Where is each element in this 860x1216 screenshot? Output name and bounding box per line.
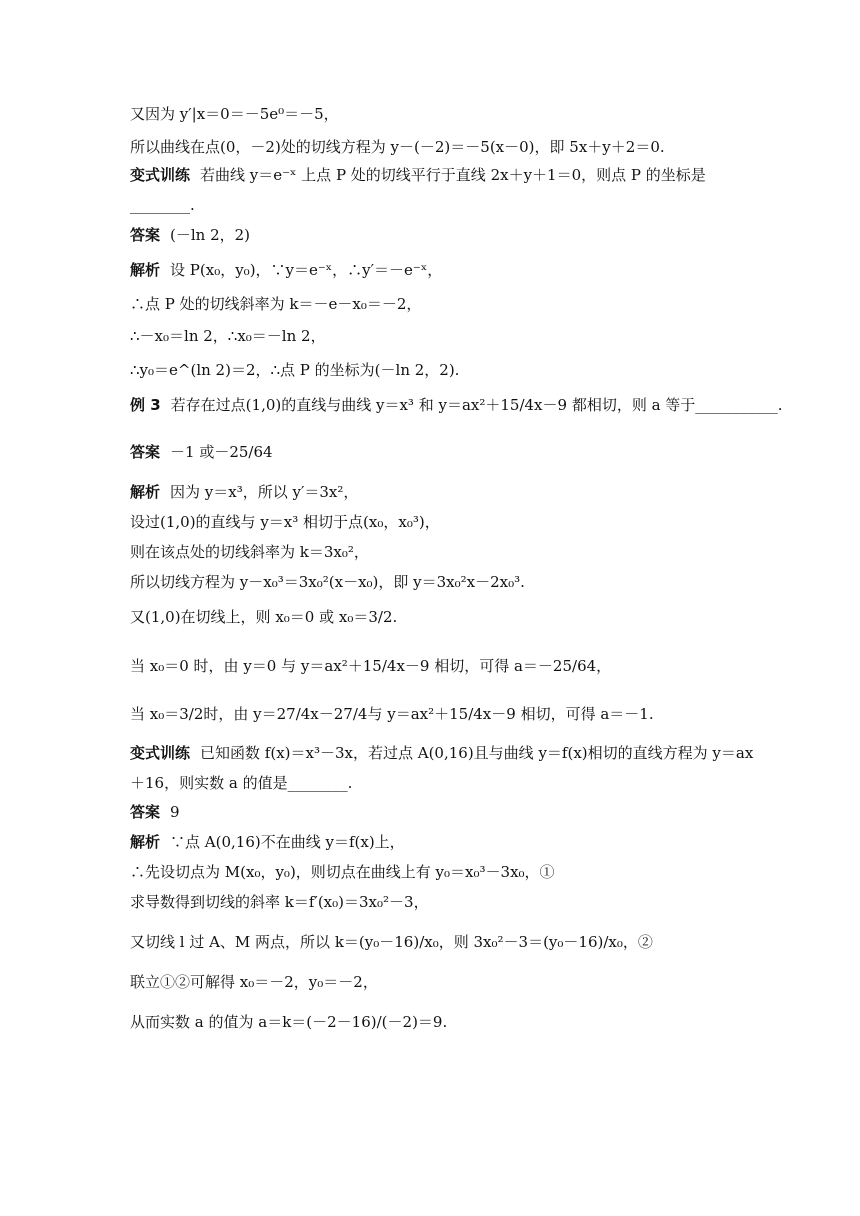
text-line bbox=[130, 972, 750, 992]
text-line bbox=[130, 395, 783, 415]
text-line bbox=[130, 104, 750, 124]
line-text: 若曲线 y＝e⁻ˣ 上点 P 处的切线平行于直线 2x＋y＋1＝0，则点 P 的坐标是 bbox=[200, 166, 706, 184]
line-text: 所以切线方程为 y－x₀³＝3x₀²(x－x₀)，即 y＝3x₀²x－2x₀³. bbox=[130, 573, 525, 591]
text-line bbox=[130, 572, 750, 592]
line-text: 所以曲线在点(0，－2)处的切线方程为 y－(－2)＝－5(x－0)，即 5x＋y＋2＝0. bbox=[130, 138, 665, 156]
line-text: 又因为 y′|x＝0＝－5e⁰＝－5， bbox=[130, 105, 339, 123]
text-line bbox=[130, 165, 750, 185]
text-line bbox=[130, 773, 750, 793]
line-text: (－ln 2，2) bbox=[170, 226, 251, 244]
text-line bbox=[130, 225, 750, 245]
text-line bbox=[130, 802, 750, 822]
text-line bbox=[130, 260, 750, 280]
section-label: 解析 bbox=[130, 833, 161, 851]
section-label: 变式训练 bbox=[130, 166, 191, 184]
text-line bbox=[130, 326, 750, 346]
line-text: ∴先设切点为 M(x₀，y₀)，则切点在曲线上有 y₀＝x₀³－3x₀，① bbox=[130, 863, 555, 881]
line-text: 因为 y＝x³，所以 y′＝3x²， bbox=[170, 483, 359, 501]
text-line bbox=[130, 442, 750, 462]
text-line bbox=[130, 482, 750, 502]
section-label: 变式训练 bbox=[130, 744, 191, 762]
line-text: 联立①②可解得 x₀＝－2，y₀＝－2， bbox=[130, 973, 378, 991]
text-line bbox=[130, 832, 750, 852]
text-line bbox=[130, 656, 750, 676]
line-text: 设过(1,0)的直线与 y＝x³ 相切于点(x₀，x₀³)， bbox=[130, 513, 440, 531]
text-line bbox=[130, 512, 750, 532]
text-line bbox=[130, 360, 750, 380]
line-text: ∵点 A(0,16)不在曲线 y＝f(x)上， bbox=[170, 833, 405, 851]
line-text: 从而实数 a 的值为 a＝k＝(－2－16)/(－2)＝9. bbox=[130, 1013, 448, 1031]
section-label: 解析 bbox=[130, 483, 161, 501]
line-text: 已知函数 f(x)＝x³－3x，若过点 A(0,16)且与曲线 y＝f(x)相切的直线方程为 y＝ax bbox=[200, 744, 754, 762]
line-text: ∴点 P 处的切线斜率为 k＝－e－x₀＝－2， bbox=[130, 295, 422, 313]
line-text: ________. bbox=[130, 196, 195, 214]
line-text: 则在该点处的切线斜率为 k＝3x₀²， bbox=[130, 543, 369, 561]
text-line bbox=[130, 137, 750, 157]
line-text: 又切线 l 过 A、M 两点，所以 k＝(y₀－16)/x₀，则 3x₀²－3＝(y₀－16)/x₀，② bbox=[130, 933, 653, 951]
line-text: 若存在过点(1,0)的直线与曲线 y＝x³ 和 y＝ax²＋15/4x－9 都相切，则 a 等于___________. bbox=[170, 396, 783, 414]
line-text: 当 x₀＝0 时，由 y＝0 与 y＝ax²＋15/4x－9 相切，可得 a＝－25/64， bbox=[130, 657, 612, 675]
line-text: 9 bbox=[170, 803, 180, 821]
section-label: 例 3 bbox=[130, 396, 161, 414]
text-line bbox=[130, 294, 750, 314]
line-text: 求导数得到切线的斜率 k＝f′(x₀)＝3x₀²－3， bbox=[130, 893, 429, 911]
line-text: 又(1,0)在切线上，则 x₀＝0 或 x₀＝3/2. bbox=[130, 608, 398, 626]
text-line bbox=[130, 195, 750, 215]
text-line bbox=[130, 743, 754, 763]
line-text: ∴y₀＝e^(ln 2)＝2，∴点 P 的坐标为(－ln 2，2). bbox=[130, 361, 460, 379]
text-line bbox=[130, 932, 750, 952]
line-text: 当 x₀＝3/2时，由 y＝27/4x－27/4与 y＝ax²＋15/4x－9 相切，可得 a＝－1. bbox=[130, 705, 654, 723]
text-line bbox=[130, 704, 750, 724]
line-text: ∴－x₀＝ln 2，∴x₀＝－ln 2， bbox=[130, 327, 326, 345]
text-line bbox=[130, 607, 750, 627]
section-label: 答案 bbox=[130, 443, 161, 461]
section-label: 答案 bbox=[130, 803, 161, 821]
text-line bbox=[130, 1012, 750, 1032]
text-line bbox=[130, 542, 750, 562]
line-text: 设 P(x₀，y₀)，∵y＝e⁻ˣ，∴y′＝－e⁻ˣ， bbox=[170, 261, 443, 279]
line-text: －1 或－25/64 bbox=[170, 443, 273, 461]
text-line bbox=[130, 862, 750, 882]
section-label: 解析 bbox=[130, 261, 161, 279]
line-text: ＋16，则实数 a 的值是________. bbox=[130, 774, 353, 792]
text-line bbox=[130, 892, 750, 912]
section-label: 答案 bbox=[130, 226, 161, 244]
